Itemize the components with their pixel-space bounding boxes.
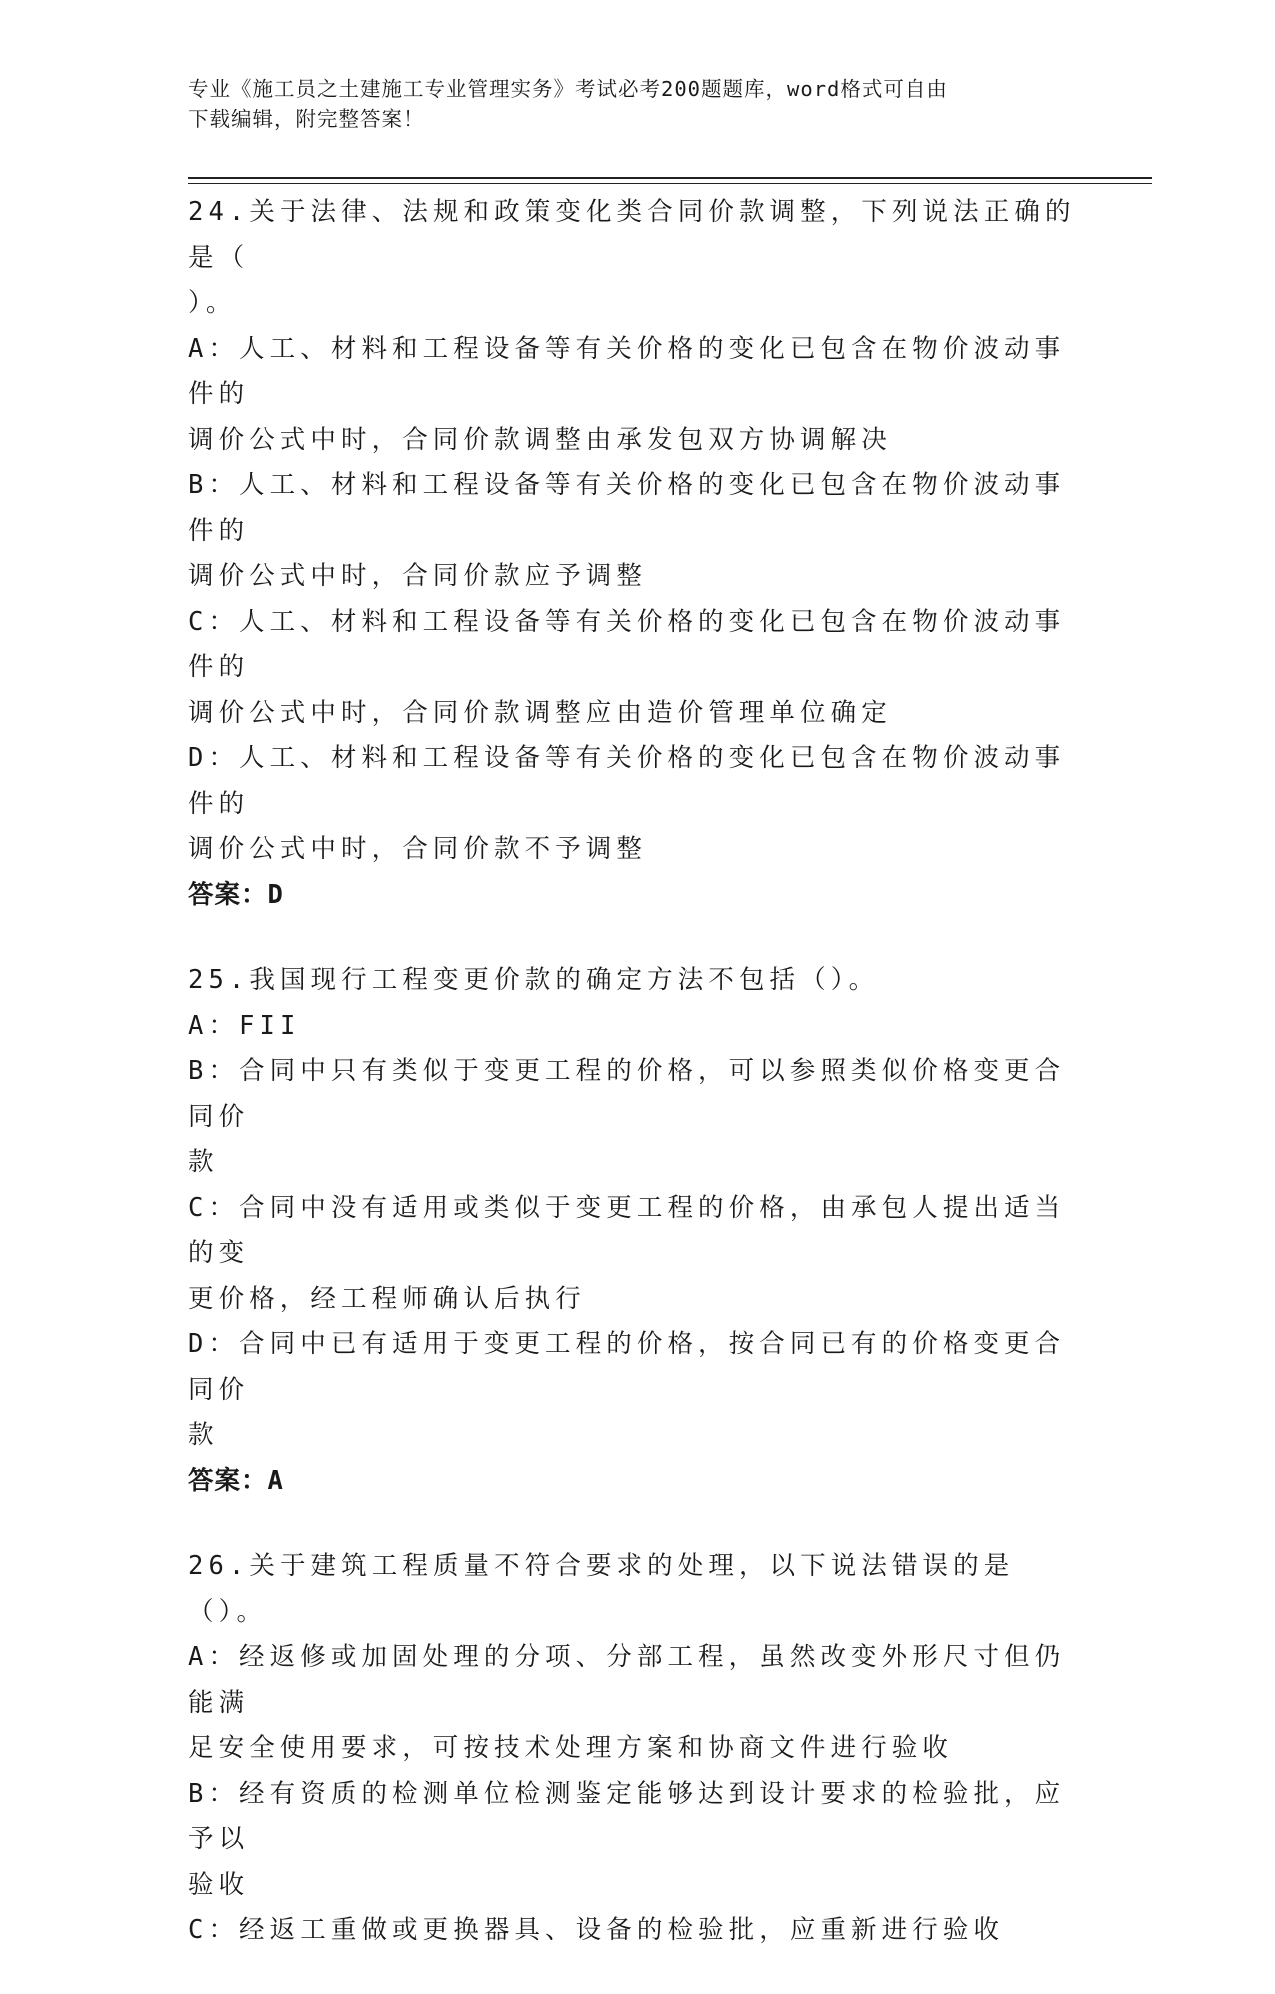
question-stem: ）。 (188, 288, 237, 318)
answer: 答案：A (188, 1465, 284, 1496)
option-a: A：人工、材料和工程设备等有关价格的变化已包含在物价波动事件的 (188, 333, 1066, 409)
option-a: A：经返修或加固处理的分项、分部工程，虽然改变外形尺寸但仍能满 (188, 1642, 1066, 1718)
option-b: B：经有资质的检测单位检测鉴定能够达到设计要求的检验批，应予以 (188, 1778, 1066, 1854)
option-c: C：合同中没有适用或类似于变更工程的价格，由承包人提出适当的变 (188, 1192, 1066, 1268)
option-c: 更价格，经工程师确认后执行 (188, 1283, 586, 1314)
option-d: D：合同中已有适用于变更工程的价格，按合同已有的价格变更合同价 (188, 1329, 1066, 1405)
question-stem: 25.我国现行工程变更价款的确定方法不包括（）。 (188, 965, 880, 995)
option-b: 验收 (188, 1869, 250, 1900)
answer: 答案：D (188, 879, 284, 910)
option-a: 足安全使用要求，可按技术处理方案和协商文件进行验收 (188, 1733, 954, 1763)
header-line-2: 下载编辑，附完整答案！ (188, 107, 425, 131)
option-d: D：人工、材料和工程设备等有关价格的变化已包含在物价波动事件的 (188, 743, 1066, 819)
question-stem: 26.关于建筑工程质量不符合要求的处理，以下说法错误的是（）。 (188, 1551, 1015, 1627)
option-a: 调价公式中时，合同价款调整由承发包双方协调解决 (188, 424, 892, 455)
question-24 (188, 190, 1088, 918)
option-a: A：FII (188, 1010, 301, 1041)
document-header (188, 74, 1068, 134)
header-line-1: 专业《施工员之土建施工专业管理实务》考试必考200题题库，word格式可自由 (188, 77, 948, 101)
option-c: 调价公式中时，合同价款调整应由造价管理单位确定 (188, 697, 892, 728)
option-d: 调价公式中时，合同价款不予调整 (188, 834, 648, 864)
question-26 (188, 1544, 1088, 1954)
option-c: C：经返工重做或更换器具、设备的检验批，应重新进行验收 (188, 1915, 1005, 1945)
option-b: 款 (188, 1147, 219, 1177)
question-stem: 24.关于法律、法规和政策变化类合同价款调整，下列说法正确的是（ (188, 197, 1076, 273)
question-25 (188, 958, 1088, 1504)
option-b: B：人工、材料和工程设备等有关价格的变化已包含在物价波动事件的 (188, 470, 1066, 546)
option-b: 调价公式中时，合同价款应予调整 (188, 561, 648, 591)
option-b: B：合同中只有类似于变更工程的价格，可以参照类似价格变更合同价 (188, 1056, 1066, 1132)
header-divider-thick (188, 177, 1152, 179)
question-list (188, 190, 1088, 1994)
header-divider-thin (188, 183, 1152, 184)
option-c: C：人工、材料和工程设备等有关价格的变化已包含在物价波动事件的 (188, 606, 1066, 682)
option-d: 款 (188, 1420, 219, 1450)
